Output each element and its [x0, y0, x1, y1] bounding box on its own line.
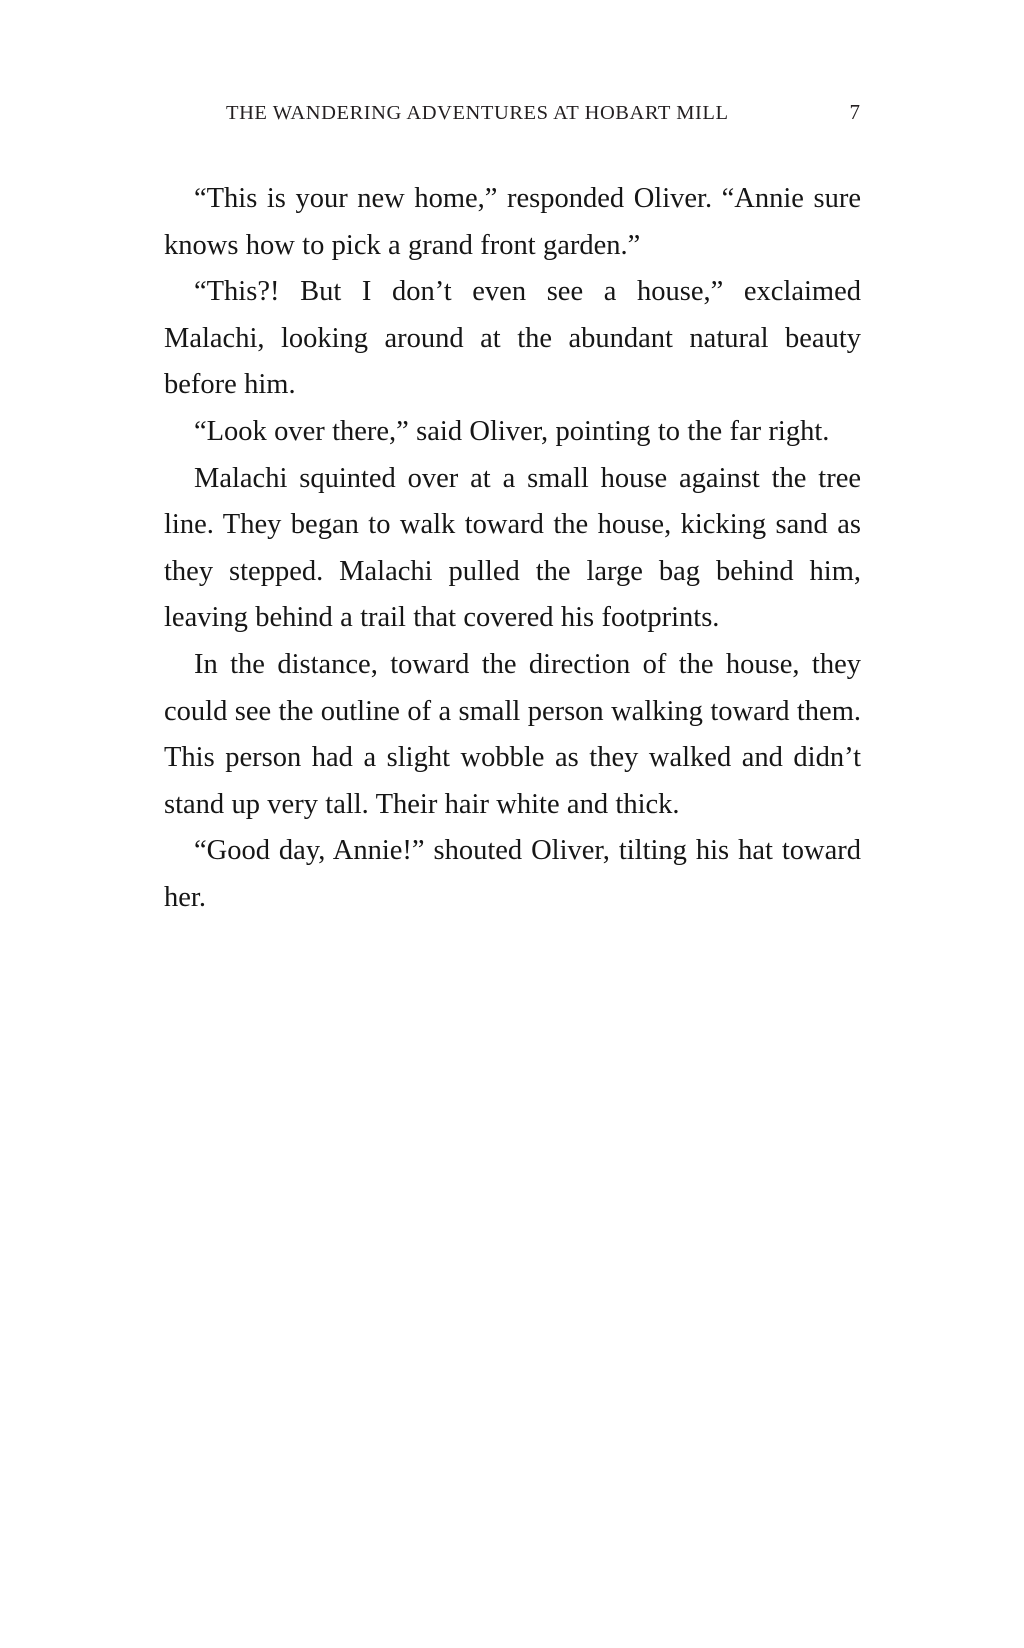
page-number: 7 [849, 100, 860, 124]
body-text-block [164, 176, 861, 922]
blank-page-area [0, 960, 1024, 1648]
paragraph: “This?! But I don’t even see a house,” exclaimed Malachi, looking around at the abundant natural beauty before him. [164, 276, 861, 401]
paragraph: “Look over there,” said Oliver, pointing to the far right. [194, 415, 830, 447]
paragraph: Malachi squinted over at a small house against the tree line. They began to walk toward the house, kicking sand as they stepped. Malachi pulled the large bag behind him, leaving behind a trail that covered his footprints. [164, 462, 861, 634]
paragraph: In the distance, toward the direction of the house, they could see the outline of a small person walking toward them. This person had a slight wobble as they walked and didn’t stand up very tall. Their hair white and thick. [164, 648, 861, 820]
paragraph: “Good day, Annie!” shouted Oliver, tilting his hat toward her. [164, 835, 861, 913]
running-header [164, 102, 860, 132]
running-header-title: THE WANDERING ADVENTURES AT HOBART MILL [226, 102, 729, 124]
paragraph: “This is your new home,” responded Oliver. “Annie sure knows how to pick a grand front garden.” [164, 183, 861, 261]
